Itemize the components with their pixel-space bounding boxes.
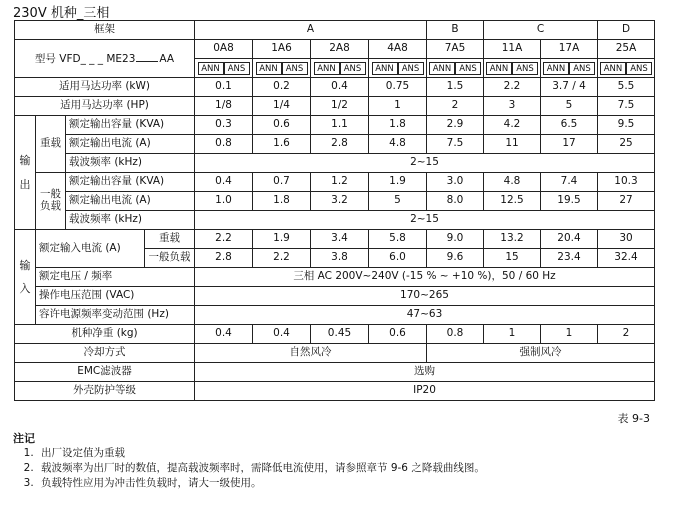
cell: 25 xyxy=(598,135,655,154)
merged-cell: 三相 AC 200V~240V (-15 % ~ +10 %)，50 / 60 Hz xyxy=(195,268,655,287)
notes-heading: 注记 xyxy=(13,432,35,445)
frame-group-b: B xyxy=(427,21,484,40)
sub-label: 一般负载 xyxy=(145,249,195,268)
motor-kw-row xyxy=(15,78,655,97)
rated-voltage-row xyxy=(15,268,655,287)
cell: 3.8 xyxy=(311,249,369,268)
model-code-row xyxy=(15,40,655,59)
cell: 2.8 xyxy=(195,249,253,268)
model-code: 4A8 xyxy=(369,40,427,59)
cell: 7.5 xyxy=(427,135,484,154)
cell: 3.7 / 4 xyxy=(541,78,598,97)
cell: 5 xyxy=(369,192,427,211)
variant-cell xyxy=(311,59,369,78)
cell: 1/4 xyxy=(253,97,311,116)
frame-group-a: A xyxy=(195,21,427,40)
cell: 3.4 xyxy=(311,230,369,249)
cell: 0.4 xyxy=(195,325,253,344)
normal-carrier-row xyxy=(15,211,655,230)
cell: 0.2 xyxy=(253,78,311,97)
ann-box: ANN xyxy=(486,62,512,75)
cell: 20.4 xyxy=(541,230,598,249)
cell: 1/8 xyxy=(195,97,253,116)
note-item: 1. 出厂设定值为重载 xyxy=(37,446,485,461)
weight-row xyxy=(15,325,655,344)
row-label: 额定输出容量 (KVA) xyxy=(66,173,195,192)
output-section-label xyxy=(15,116,36,230)
cell: 2.2 xyxy=(484,78,541,97)
input-label-1: 输 xyxy=(19,258,31,272)
cell: 1.6 xyxy=(253,135,311,154)
emc-row xyxy=(15,363,655,382)
cell: 0.75 xyxy=(369,78,427,97)
cell: 0.4 xyxy=(195,173,253,192)
row-label: 容许电源频率变动范围 (Hz) xyxy=(36,306,195,325)
input-label-2: 入 xyxy=(19,282,31,295)
model-code: 25A xyxy=(598,40,655,59)
variant-cell xyxy=(541,59,598,78)
cell: 2 xyxy=(598,325,655,344)
heavy-cap-row xyxy=(15,116,655,135)
note-item: 3. 负载特性应用为冲击性负载时，请大一级使用。 xyxy=(37,476,485,491)
ans-box: ANS xyxy=(282,62,308,75)
cell: 2.8 xyxy=(311,135,369,154)
variant-cell xyxy=(253,59,311,78)
ans-box: ANS xyxy=(512,62,538,75)
merged-cell: 2~15 xyxy=(195,154,655,173)
cell: 11 xyxy=(484,135,541,154)
cell: 0.3 xyxy=(195,116,253,135)
row-label: 操作电压范围 (VAC) xyxy=(36,287,195,306)
cell: 5 xyxy=(541,97,598,116)
cell: 1.0 xyxy=(195,192,253,211)
row-label: 额定输入电流 (A) xyxy=(36,230,145,268)
cell: 15 xyxy=(484,249,541,268)
frame-row xyxy=(15,21,655,40)
cell: 12.5 xyxy=(484,192,541,211)
notes-list xyxy=(0,446,485,491)
cell: 3.0 xyxy=(427,173,484,192)
cell: 1.1 xyxy=(311,116,369,135)
cooling-row xyxy=(15,344,655,363)
merged-cell: 170~265 xyxy=(195,287,655,306)
motor-hp-row xyxy=(15,97,655,116)
variant-cell xyxy=(369,59,427,78)
cell: 2.2 xyxy=(253,249,311,268)
table-reference: 表 9-3 xyxy=(617,412,650,425)
row-label: 额定电压 / 频率 xyxy=(36,268,195,287)
cell: 6.0 xyxy=(369,249,427,268)
cell: 32.4 xyxy=(598,249,655,268)
model-label: 型号 VFD_ _ _ ME23 AA xyxy=(15,40,195,78)
cell: 23.4 xyxy=(541,249,598,268)
cell: 6.5 xyxy=(541,116,598,135)
variant-cell xyxy=(427,59,484,78)
cell: 0.6 xyxy=(253,116,311,135)
input-section-label xyxy=(15,230,36,325)
cell: 5.8 xyxy=(369,230,427,249)
cell: 17 xyxy=(541,135,598,154)
cell: 1.8 xyxy=(369,116,427,135)
cooling-forced: 强制风冷 xyxy=(427,344,655,363)
ans-box: ANS xyxy=(569,62,595,75)
heavy-cur-row xyxy=(15,135,655,154)
variant-cell xyxy=(598,59,655,78)
model-code: 2A8 xyxy=(311,40,369,59)
frame-group-c: C xyxy=(484,21,598,40)
cell: 4.2 xyxy=(484,116,541,135)
row-label: 适用马达功率 (kW) xyxy=(15,78,195,97)
output-label-1: 输 xyxy=(19,154,31,168)
cell: 0.1 xyxy=(195,78,253,97)
model-code: 17A xyxy=(541,40,598,59)
note-item: 2. 载波频率为出厂时的数值，提高载波频率时，需降低电流使用，请参照章节 9-6 之降载曲线图。 xyxy=(37,461,485,476)
cell: 0.8 xyxy=(195,135,253,154)
merged-cell: 2~15 xyxy=(195,211,655,230)
ann-box: ANN xyxy=(543,62,569,75)
ans-box: ANS xyxy=(455,62,481,75)
normal-cur-row xyxy=(15,192,655,211)
cell: 19.5 xyxy=(541,192,598,211)
row-label: 额定输出容量 (KVA) xyxy=(66,116,195,135)
cell: 30 xyxy=(598,230,655,249)
heavy-label: 重载 xyxy=(36,116,66,173)
ann-box: ANN xyxy=(372,62,398,75)
cell: 0.7 xyxy=(253,173,311,192)
cell: 1.8 xyxy=(253,192,311,211)
sub-label: 重载 xyxy=(145,230,195,249)
normal-cap-row xyxy=(15,173,655,192)
cell: 2.2 xyxy=(195,230,253,249)
row-label: EMC滤波器 xyxy=(15,363,195,382)
cell: 3.2 xyxy=(311,192,369,211)
model-code: 7A5 xyxy=(427,40,484,59)
ann-box: ANN xyxy=(600,62,626,75)
spec-table xyxy=(14,20,655,401)
cell: 0.45 xyxy=(311,325,369,344)
merged-cell: 选购 xyxy=(195,363,655,382)
cell: 0.4 xyxy=(311,78,369,97)
variant-cell xyxy=(484,59,541,78)
row-label: 机种净重 (kg) xyxy=(15,325,195,344)
cell: 3 xyxy=(484,97,541,116)
in-current-heavy-row xyxy=(15,230,655,249)
cell: 13.2 xyxy=(484,230,541,249)
cell: 2.9 xyxy=(427,116,484,135)
cell: 9.0 xyxy=(427,230,484,249)
merged-cell: IP20 xyxy=(195,382,655,401)
row-label: 外壳防护等级 xyxy=(15,382,195,401)
freq-tol-row xyxy=(15,306,655,325)
cell: 1 xyxy=(541,325,598,344)
model-code: 11A xyxy=(484,40,541,59)
cell: 1.2 xyxy=(311,173,369,192)
row-label: 额定输出电流 (A) xyxy=(66,135,195,154)
frame-group-d: D xyxy=(598,21,655,40)
cell: 7.4 xyxy=(541,173,598,192)
output-label-2: 出 xyxy=(19,177,31,191)
cell: 1.5 xyxy=(427,78,484,97)
cell: 5.5 xyxy=(598,78,655,97)
variant-cell xyxy=(195,59,253,78)
ann-box: ANN xyxy=(198,62,224,75)
cell: 1 xyxy=(369,97,427,116)
ans-box: ANS xyxy=(224,62,250,75)
merged-cell: 47~63 xyxy=(195,306,655,325)
cell: 1.9 xyxy=(253,230,311,249)
cell: 1/2 xyxy=(311,97,369,116)
op-voltage-row xyxy=(15,287,655,306)
row-label: 载波频率 (kHz) xyxy=(66,211,195,230)
heavy-carrier-row xyxy=(15,154,655,173)
ann-box: ANN xyxy=(429,62,455,75)
cell: 0.4 xyxy=(253,325,311,344)
cell: 0.6 xyxy=(369,325,427,344)
row-label: 冷却方式 xyxy=(15,344,195,363)
row-label: 额定输出电流 (A) xyxy=(66,192,195,211)
cooling-natural: 自然风冷 xyxy=(195,344,427,363)
ann-box: ANN xyxy=(314,62,340,75)
model-code: 0A8 xyxy=(195,40,253,59)
cell: 10.3 xyxy=(598,173,655,192)
cell: 2 xyxy=(427,97,484,116)
ans-box: ANS xyxy=(340,62,366,75)
ip-row xyxy=(15,382,655,401)
cell: 1 xyxy=(484,325,541,344)
ann-box: ANN xyxy=(256,62,282,75)
cell: 8.0 xyxy=(427,192,484,211)
normal-label: 一般 负载 xyxy=(36,173,66,230)
cell: 7.5 xyxy=(598,97,655,116)
cell: 1.9 xyxy=(369,173,427,192)
ans-box: ANS xyxy=(626,62,652,75)
model-blank xyxy=(136,51,158,62)
cell: 9.5 xyxy=(598,116,655,135)
cell: 4.8 xyxy=(369,135,427,154)
row-label: 适用马达功率 (HP) xyxy=(15,97,195,116)
row-label: 载波频率 (kHz) xyxy=(66,154,195,173)
cell: 27 xyxy=(598,192,655,211)
cell: 4.8 xyxy=(484,173,541,192)
page-title: 230V 机种_三相 xyxy=(13,6,110,21)
ans-box: ANS xyxy=(398,62,424,75)
cell: 9.6 xyxy=(427,249,484,268)
cell: 0.8 xyxy=(427,325,484,344)
frame-label: 框架 xyxy=(15,21,195,40)
model-code: 1A6 xyxy=(253,40,311,59)
